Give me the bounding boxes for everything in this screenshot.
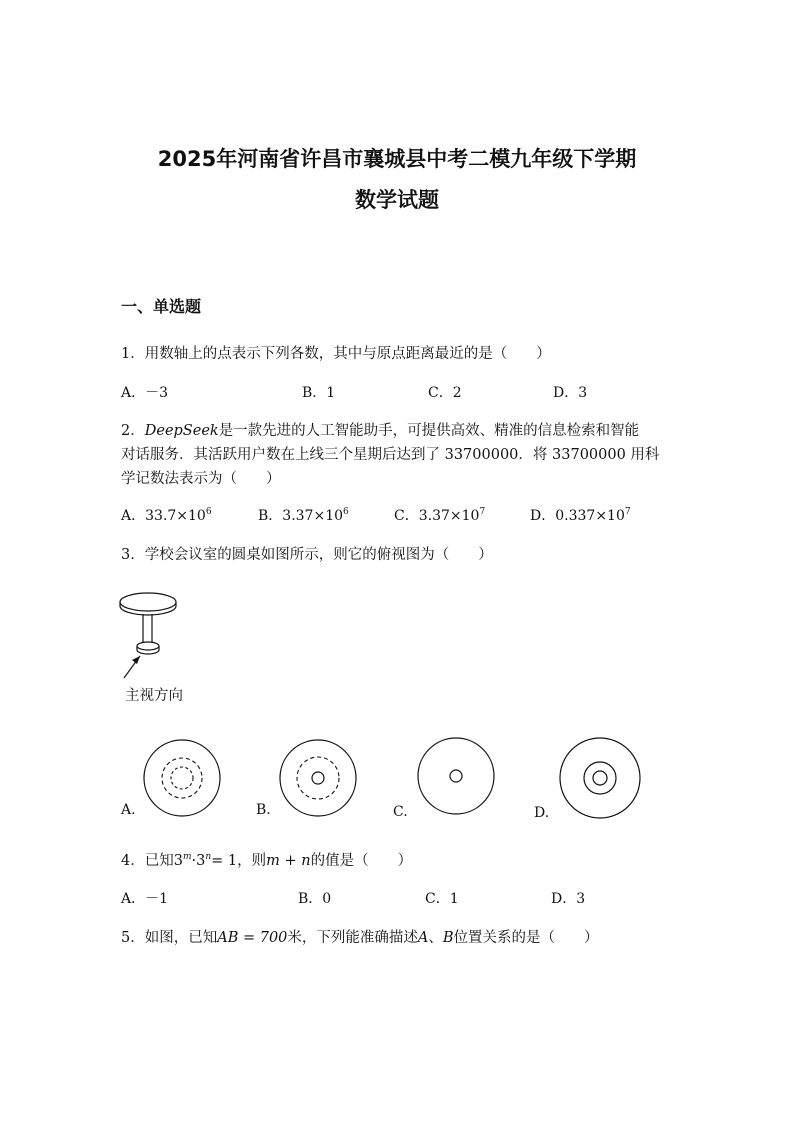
option-exponent: 7	[624, 507, 631, 517]
option-d-figure	[556, 736, 644, 824]
question-2-option-c	[394, 505, 485, 525]
question-4-stem	[121, 849, 412, 870]
question-5-stem	[121, 926, 599, 947]
arrow-head-icon	[132, 656, 140, 664]
option-label: C．	[394, 508, 419, 524]
question-2-option-a	[121, 505, 212, 525]
separator: 、	[428, 930, 443, 946]
question-3-option-d-label: D.	[534, 805, 550, 821]
expr-base-2: ·3	[191, 853, 206, 869]
outer-circle	[560, 738, 640, 818]
expr-base-1: 3	[173, 853, 183, 869]
option-b-figure	[276, 738, 360, 822]
option-base: 33.7×10	[145, 508, 206, 524]
question-2-number: 2．	[121, 423, 145, 439]
question-4-option-b: B．0	[298, 891, 332, 907]
dashed-middle-circle	[297, 757, 339, 799]
expr-ab-length: AB = 700	[217, 930, 288, 946]
solid-inner-circle	[312, 772, 324, 784]
solid-middle-circle	[584, 762, 616, 794]
question-5-middle: 米，下列能准确描述	[287, 930, 418, 946]
table-base	[137, 642, 159, 650]
table-top	[120, 593, 176, 611]
question-1-option-d: D．3	[553, 385, 588, 401]
outer-circle	[418, 738, 494, 814]
question-5-prefix: 5．如图，已知	[121, 930, 218, 946]
expr-equals: = 1，则	[211, 853, 267, 869]
question-3-option-b-label: B.	[256, 802, 271, 818]
question-3-option-c-label: C.	[393, 804, 408, 820]
option-c-figure	[414, 736, 498, 820]
option-base: 0.337×10	[555, 508, 625, 524]
question-2-option-d	[530, 505, 631, 525]
question-3-stem: 3．学校会议室的圆桌如图所示，则它的俯视图为（ ）	[121, 547, 493, 563]
question-1-option-a: A．－3	[121, 385, 169, 401]
solid-inner-circle	[593, 771, 607, 785]
question-1-option-c: C．2	[428, 385, 462, 401]
option-label: A．	[121, 508, 146, 524]
expr-exponent-n: n	[205, 852, 212, 862]
option-base: 3.37×10	[282, 508, 344, 524]
page-subtitle: 数学试题	[355, 188, 439, 212]
section-heading: 一、单选题	[121, 297, 202, 316]
question-4-option-a: A．－1	[121, 891, 169, 907]
question-2-line-1-rest: 是一款先进的人工智能助手，可提供高效、精准的信息检索和智能	[218, 423, 640, 439]
question-1-option-b: B．1	[302, 385, 336, 401]
option-label: B．	[258, 508, 283, 524]
question-2-brand: DeepSeek	[144, 423, 219, 439]
question-4-option-c: C．1	[425, 891, 459, 907]
question-2-line-1	[121, 419, 639, 440]
outer-circle	[280, 740, 356, 816]
question-2-line-3: 学记数法表示为（ ）	[121, 471, 281, 487]
option-label: D．	[530, 508, 556, 524]
solid-inner-circle	[450, 770, 462, 782]
option-exponent: 7	[479, 507, 486, 517]
question-3-option-a-label: A.	[121, 802, 136, 818]
option-a-figure	[140, 738, 224, 822]
figure-caption: 主视方向	[125, 688, 183, 704]
point-b: B	[442, 930, 454, 946]
option-base: 3.37×10	[418, 508, 480, 524]
question-2-line-2: 对话服务．其活跃用户数在上线三个星期后达到了 33700000．将 33700000 用科	[121, 447, 660, 463]
expr-exponent-m: m	[182, 852, 192, 862]
option-exponent: 6	[205, 507, 212, 517]
question-4-suffix: 的值是（ ）	[310, 853, 413, 869]
option-exponent: 6	[343, 507, 349, 517]
question-2-option-b	[258, 505, 349, 525]
point-a: A	[417, 930, 429, 946]
outer-circle	[144, 740, 220, 816]
question-1-stem: 1．用数轴上的点表示下列各数，其中与原点距离最近的是（ ）	[121, 346, 551, 362]
dashed-inner-circle	[171, 767, 193, 789]
question-4-option-d: D．3	[551, 891, 586, 907]
page-title: 2025年河南省许昌市襄城县中考二模九年级下学期	[157, 147, 637, 171]
expr-m-plus-n: m + n	[266, 853, 311, 869]
round-table-figure	[110, 580, 200, 680]
dashed-middle-circle	[162, 758, 202, 798]
question-5-suffix: 位置关系的是（ ）	[453, 930, 599, 946]
question-4-prefix: 4．已知	[121, 853, 174, 869]
